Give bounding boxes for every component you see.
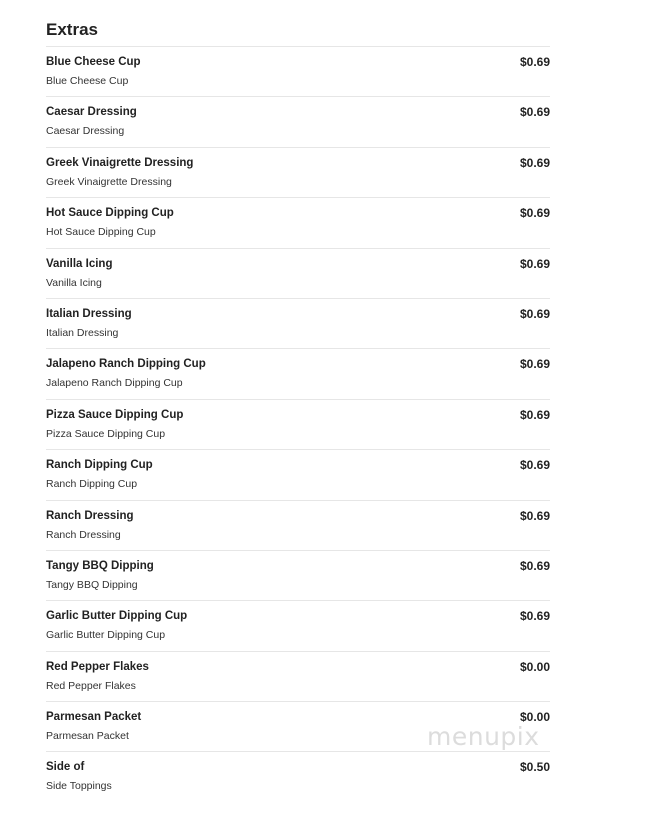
item-description: Hot Sauce Dipping Cup	[46, 226, 156, 239]
menu-item-list	[46, 46, 550, 803]
menu-item[interactable]	[46, 198, 550, 248]
menu-item[interactable]	[46, 450, 550, 500]
item-name: Ranch Dressing	[46, 509, 134, 522]
item-price: $0.69	[519, 407, 550, 422]
item-description: Parmesan Packet	[46, 730, 129, 743]
item-price: $0.00	[519, 710, 550, 725]
menu-item[interactable]	[46, 501, 550, 551]
menu-item[interactable]	[46, 47, 550, 97]
item-price: $0.69	[519, 458, 550, 473]
item-description: Red Pepper Flakes	[46, 679, 136, 692]
item-name: Caesar Dressing	[46, 106, 137, 119]
item-name: Hot Sauce Dipping Cup	[46, 207, 174, 220]
menu-item[interactable]	[46, 97, 550, 147]
menu-item[interactable]	[46, 601, 550, 651]
item-name: Jalapeno Ranch Dipping Cup	[46, 358, 206, 371]
item-name: Pizza Sauce Dipping Cup	[46, 408, 184, 421]
menu-item[interactable]	[46, 652, 550, 702]
menu-item[interactable]	[46, 400, 550, 450]
item-description: Tangy BBQ Dipping	[46, 578, 138, 591]
menu-item[interactable]	[46, 148, 550, 198]
item-name: Side of	[46, 761, 85, 774]
item-description: Ranch Dipping Cup	[46, 478, 138, 491]
item-name: Blue Cheese Cup	[46, 56, 141, 68]
item-description: Garlic Butter Dipping Cup	[46, 629, 166, 642]
item-price: $0.69	[519, 105, 550, 120]
item-description: Caesar Dressing	[46, 125, 125, 138]
item-description: Blue Cheese Cup	[46, 75, 129, 87]
section-title: Extras	[46, 20, 98, 39]
menu-item[interactable]	[46, 349, 550, 399]
menu-section-extras	[46, 0, 550, 803]
item-description: Ranch Dressing	[46, 528, 121, 541]
item-name: Vanilla Icing	[46, 257, 113, 270]
item-price: $0.69	[519, 558, 550, 573]
item-price: $0.69	[519, 256, 550, 271]
item-description: Pizza Sauce Dipping Cup	[46, 427, 166, 440]
item-price: $0.50	[519, 760, 550, 775]
item-price: $0.69	[519, 357, 550, 372]
item-name: Parmesan Packet	[46, 711, 142, 724]
menu-item[interactable]	[46, 249, 550, 299]
item-name: Tangy BBQ Dipping	[46, 559, 154, 572]
item-name: Italian Dressing	[46, 307, 132, 320]
item-price: $0.00	[519, 659, 550, 674]
item-description: Italian Dressing	[46, 326, 119, 339]
item-price: $0.69	[519, 206, 550, 221]
item-name: Greek Vinaigrette Dressing	[46, 156, 194, 169]
item-description: Vanilla Icing	[46, 276, 102, 289]
item-price: $0.69	[519, 609, 550, 624]
item-description: Side Toppings	[46, 780, 112, 793]
item-name: Ranch Dipping Cup	[46, 459, 153, 472]
item-description: Greek Vinaigrette Dressing	[46, 175, 172, 188]
item-price: $0.69	[519, 155, 550, 170]
item-price: $0.69	[519, 55, 550, 69]
menu-item[interactable]	[46, 752, 550, 802]
item-price: $0.69	[519, 508, 550, 523]
item-description: Jalapeno Ranch Dipping Cup	[46, 377, 183, 390]
menu-item[interactable]	[46, 299, 550, 349]
item-name: Red Pepper Flakes	[46, 660, 149, 673]
menu-item[interactable]	[46, 551, 550, 601]
item-name: Garlic Butter Dipping Cup	[46, 610, 188, 623]
watermark-logo: menupix	[427, 722, 540, 751]
item-price: $0.69	[519, 306, 550, 321]
